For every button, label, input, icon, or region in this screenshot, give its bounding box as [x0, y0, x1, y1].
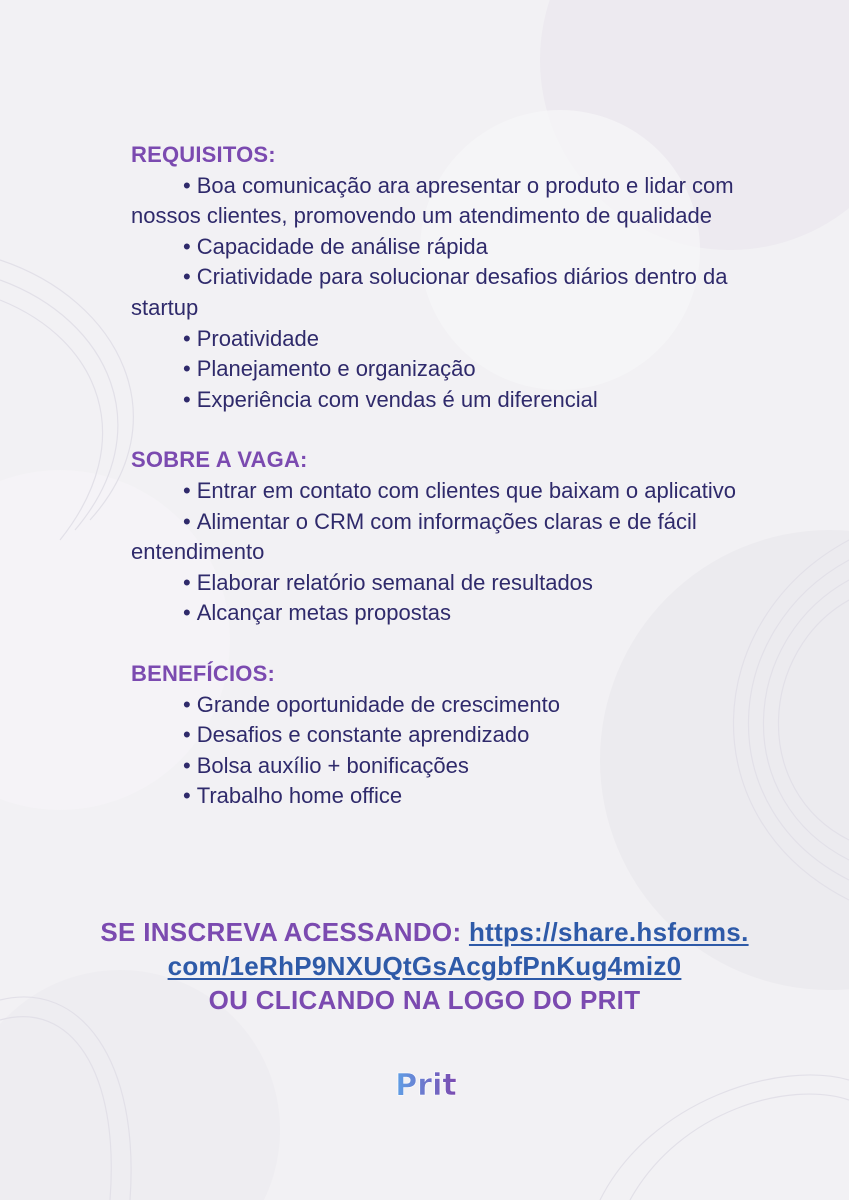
bullet-icon: • — [183, 783, 191, 809]
beneficios-heading: BENEFÍCIOS: — [131, 660, 275, 686]
list-item-text: Bolsa auxílio + bonificações — [196, 752, 469, 778]
list-item-continuation: dentro da startup — [131, 264, 728, 320]
list-item — [131, 781, 741, 812]
list-item-continuation: e lidar com nossos clientes, promovendo um atendimento de qualidade — [131, 172, 734, 229]
list-item — [131, 720, 741, 751]
cta-prefix: SE INSCREVA ACESSANDO: — [100, 917, 462, 947]
list-item — [131, 232, 741, 263]
bullet-icon: • — [183, 569, 191, 595]
bullet-icon: • — [183, 691, 191, 717]
list-item — [131, 690, 741, 721]
cta-line-1 — [0, 915, 849, 949]
bullet-icon: • — [183, 172, 191, 198]
bullet-icon: • — [183, 386, 191, 412]
list-item-text: Criatividade para solucionar desafios diários — [196, 264, 629, 290]
bullet-icon: • — [183, 356, 191, 382]
beneficios-section — [131, 659, 741, 812]
list-item-text: Grande oportunidade de crescimento — [196, 691, 560, 717]
list-item-text: Experiência com vendas é um diferencial — [196, 386, 598, 412]
cta-line-2 — [0, 949, 849, 983]
bullet-icon: • — [183, 508, 191, 534]
list-item — [131, 262, 741, 323]
sobre-list — [131, 476, 741, 629]
list-item — [131, 751, 741, 782]
list-item-continuation: o aplicativo — [625, 477, 736, 503]
bullet-icon: • — [183, 722, 191, 748]
list-item-text: Planejamento e organização — [196, 356, 476, 382]
list-item-text: Desafios e constante aprendizado — [196, 722, 530, 748]
list-item-text: Trabalho home office — [196, 783, 403, 809]
list-item — [131, 385, 741, 416]
job-description — [131, 140, 741, 842]
sobre-section — [131, 445, 741, 629]
cta-suffix: OU CLICANDO NA LOGO DO PRIT — [208, 985, 641, 1015]
signup-link-continuation[interactable]: com/1eRhP9NXUQtGsAcgbfPnKug4miz0 — [167, 951, 682, 981]
list-item — [131, 507, 741, 568]
logo-text: Prit — [395, 1068, 457, 1103]
prit-logo[interactable] — [386, 1062, 466, 1106]
list-item-continuation: de fácil entendimento — [131, 508, 697, 565]
requisitos-list — [131, 171, 741, 416]
bullet-icon: • — [183, 264, 191, 290]
list-item-text: Alimentar o CRM com informações claras e — [196, 508, 621, 534]
list-item-text: Elaborar relatório semanal de resultados — [196, 569, 593, 595]
signup-link[interactable]: https://share.hsforms. — [468, 917, 749, 947]
list-item-text: Entrar em contato com clientes que baixam — [196, 477, 620, 503]
requisitos-heading: REQUISITOS: — [131, 142, 276, 167]
list-item — [131, 171, 741, 232]
bullet-icon: • — [183, 600, 191, 626]
bullet-icon: • — [183, 752, 191, 778]
bullet-icon: • — [183, 233, 191, 259]
list-item — [131, 598, 741, 629]
sobre-heading: SOBRE A VAGA: — [131, 447, 308, 473]
list-item — [131, 568, 741, 599]
call-to-action — [0, 915, 849, 1017]
list-item-text: Boa comunicação ara apresentar o produto — [196, 172, 620, 198]
list-item — [131, 476, 741, 507]
list-item-text: Proatividade — [196, 325, 320, 351]
bullet-icon: • — [183, 325, 191, 351]
list-item — [131, 354, 741, 385]
bullet-icon: • — [183, 477, 191, 503]
list-item-text: Capacidade de análise rápida — [196, 233, 488, 259]
beneficios-list — [131, 690, 741, 812]
list-item-text: Alcançar metas propostas — [196, 600, 452, 626]
requisitos-section — [131, 140, 741, 415]
list-item — [131, 324, 741, 355]
